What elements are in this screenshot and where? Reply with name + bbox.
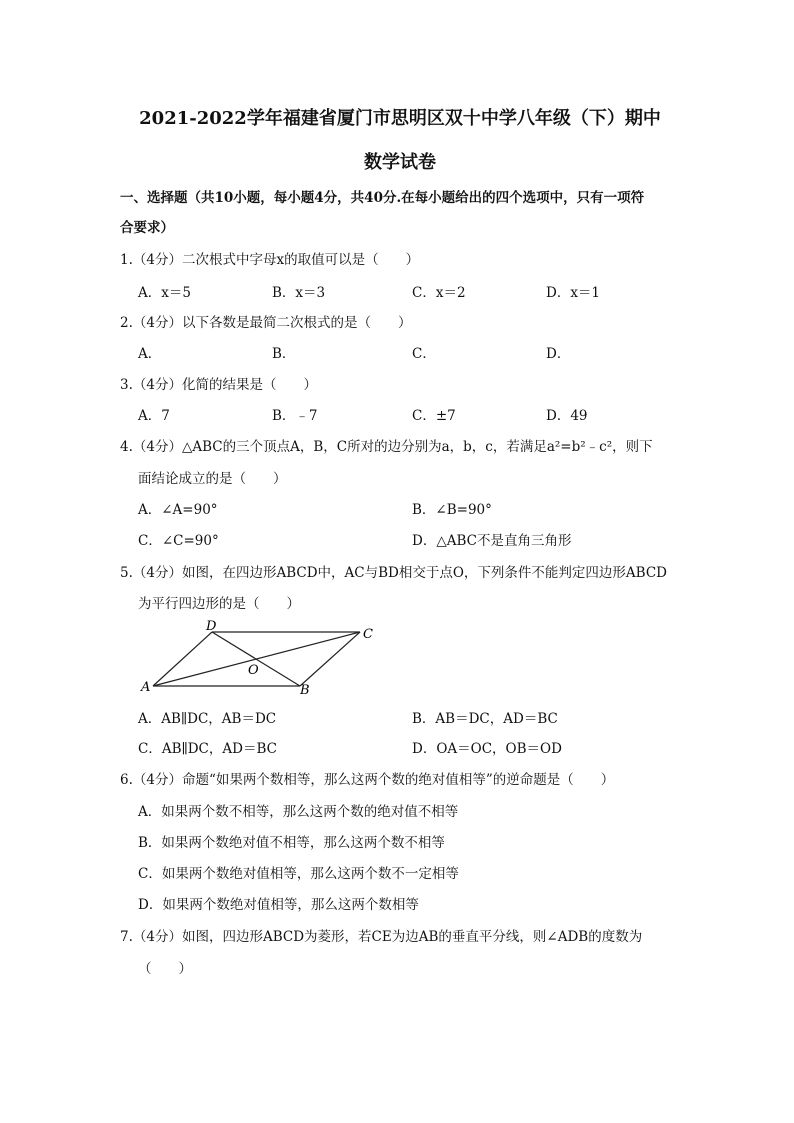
question-6-option-a: A．如果两个数不相等，那么这两个数的绝对值不相等 [138,804,459,820]
exam-title: 2021-2022学年福建省厦门市思明区双十中学八年级（下）期中 [139,108,661,129]
question-3-option-a: A．7 [138,408,170,424]
question-7-stem-cont: （ ） [138,961,192,977]
question-5-stem-cont: 为平行四边形的是（ ） [138,596,300,612]
section-heading: 一、选择题（共10小题，每小题4分，共40分.在每小题给出的四个选项中，只有一项符 [120,190,645,206]
question-1-stem: 1.（4分）二次根式中字母x的取值可以是（ ） [120,252,420,268]
question-5-option-c: C．AB∥DC，AD＝BC [138,741,277,757]
label-b: B [300,683,310,698]
question-3-option-b: B．﹣7 [272,408,318,424]
question-2-stem: 2.（4分）以下各数是最简二次根式的是（ ） [120,315,412,331]
question-6-option-d: D．如果两个数绝对值相等，那么这两个数相等 [138,897,419,913]
section-heading-cont: 合要求） [120,220,174,236]
question-1-option-d: D．x＝1 [546,285,601,301]
question-6-stem: 6.（4分）命题“如果两个数相等，那么这两个数的绝对值相等”的逆命题是（ ） [120,772,615,788]
question-3-option-c: C．±7 [412,408,456,424]
question-4-stem: 4.（4分）△ABC的三个顶点A，B，C所对的边分别为a，b，c，若满足a²=b²﹣c²，则下 [120,439,653,455]
question-5-option-b: B．AB＝DC，AD＝BC [412,711,558,727]
question-2-option-b: B． [272,346,296,362]
label-o: O [248,663,259,678]
question-1-option-b: B．x＝3 [272,285,326,301]
question-4-option-d: D．△ABC不是直角三角形 [412,533,572,549]
question-5-option-d: D．OA＝OC，OB＝OD [412,741,562,757]
question-1-option-c: C．x＝2 [412,285,466,301]
question-3-option-d: D．49 [546,408,588,424]
question-3-stem: 3.（4分）化简的结果是（ ） [120,377,317,393]
question-6-option-b: B．如果两个数绝对值不相等，那么这两个数不相等 [138,835,445,851]
question-6-option-c: C．如果两个数绝对值相等，那么这两个数不一定相等 [138,866,459,882]
question-4-option-c: C．∠C=90° [138,533,219,549]
question-4-option-a: A．∠A=90° [138,502,218,518]
question-1-option-a: A．x＝5 [138,285,191,301]
question-4-stem-cont: 面结论成立的是（ ） [138,471,287,487]
label-d: D [206,619,217,634]
question-5-stem: 5.（4分）如图，在四边形ABCD中，AC与BD相交于点O，下列条件不能判定四边形ABCD [120,565,668,581]
label-c: C [363,627,373,642]
question-2-option-d: D． [546,346,571,362]
label-a: A [141,680,151,695]
question-2-option-a: A． [138,346,162,362]
parallelogram-figure [138,618,388,700]
question-5-option-a: A．AB∥DC，AB＝DC [138,711,277,727]
exam-subtitle: 数学试卷 [364,152,436,173]
question-4-option-b: B．∠B=90° [412,502,492,518]
question-7-stem: 7.（4分）如图，四边形ABCD为菱形，若CE为边AB的垂直平分线，则∠ADB的度数为 [120,929,643,945]
question-2-option-c: C． [412,346,436,362]
